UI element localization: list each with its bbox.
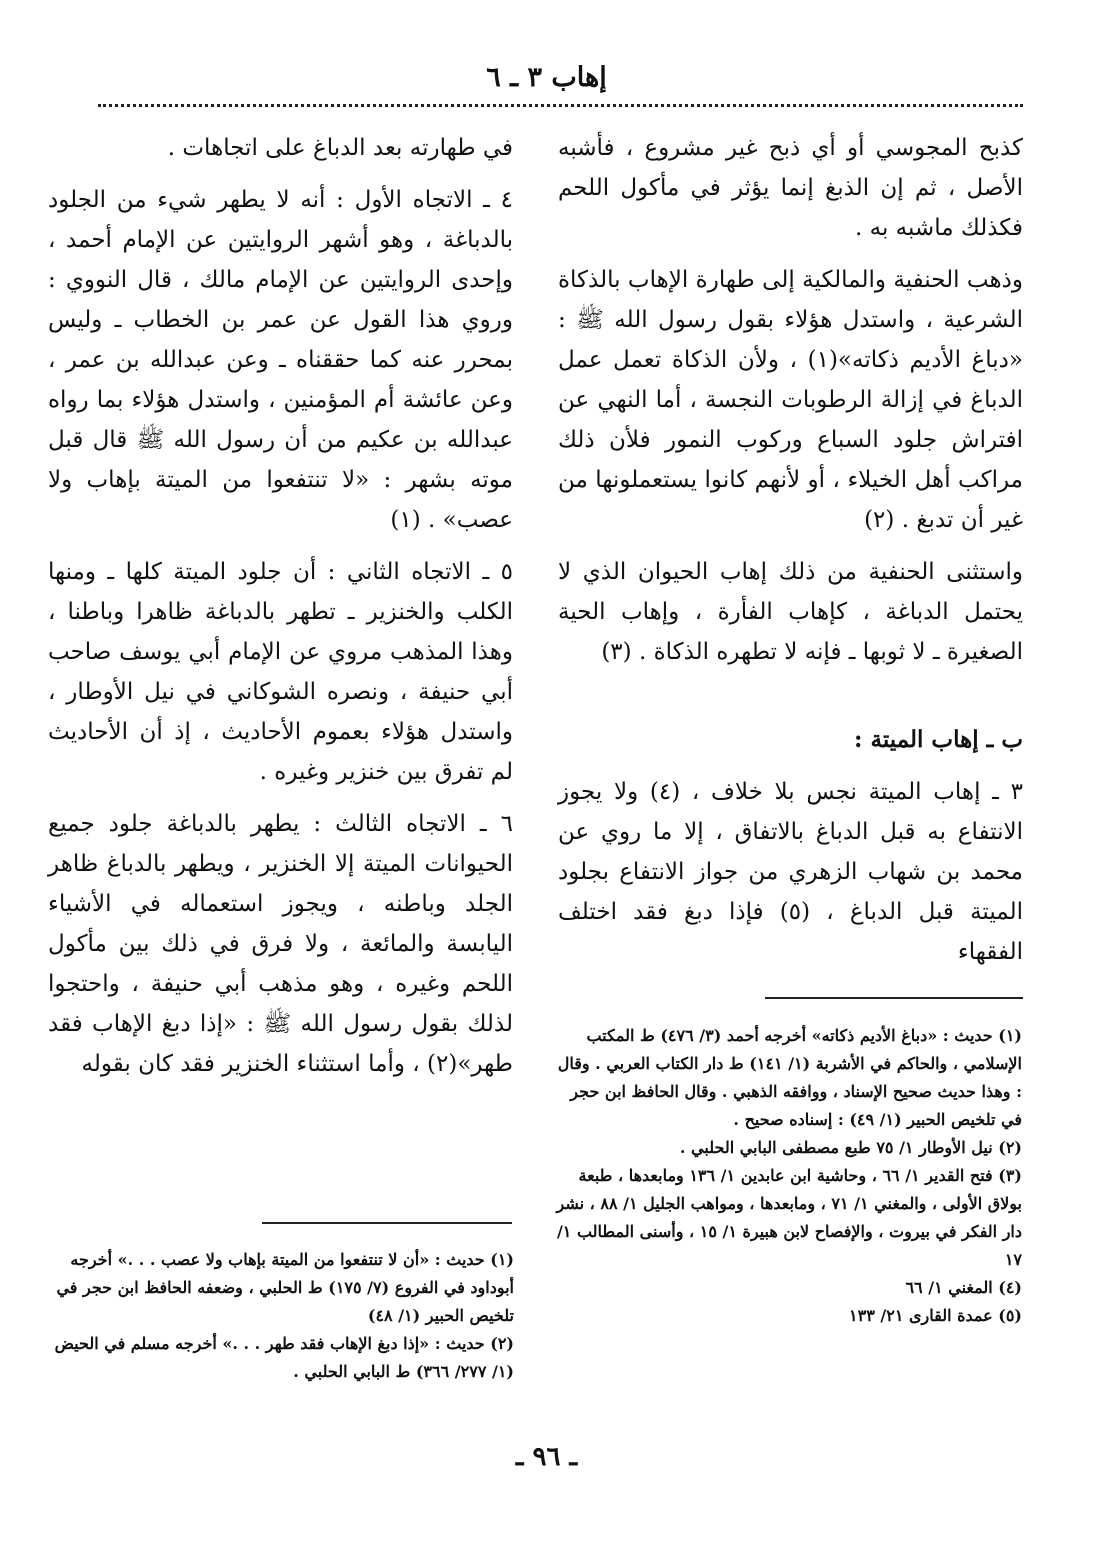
page-number: ـ ٩٦ ـ: [515, 1442, 578, 1472]
footnotes-right: [552, 1022, 1022, 1330]
footnote: (٥) عمدة القارى ٢١/ ١٣٣: [849, 1306, 1022, 1325]
footnote: (٢) نيل الأوطار ١/ ٧٥ طبع مصطفى البابي الحلبي .: [679, 1138, 1022, 1157]
paragraph: ٦ ـ الاتجاه الثالث : يطهر بالدباغة جلود جميع الحيوانات الميتة إلا الخنزير ، ويطهر بالدباغ ظاهر الجلد وباطنه ، ويجوز استعماله في الأشياء اليابسة والمائعة ، ولا فرق في ذلك بين مأكول اللحم وغيره ، وهو مذهب أبي حنيفة ، واحتجوا لذلك بقول رسول الله ﷺ : «إذا دبغ الإهاب فقد طهر»(٢) ، وأما استثناء الخنزير فقد كان بقوله: [48, 811, 513, 1077]
footnote: (١) حديث : «دباغ الأديم ذكاته» أخرجه أحمد (٣/ ٤٧٦) ط المكتب الإسلامي ، والحاكم في الأشربة (١/ ١٤١) ط دار الكتاب العربي . وقال : وهذا حديث صحيح الإسناد ، ووافقه الذهبي . وقال الحافظ ابن حجر في تلخيص الحبير (١/ ٤٩) : إسناده صحيح .: [557, 1026, 1022, 1129]
paragraph: واستثنى الحنفية من ذلك إهاب الحيوان الذي لا يحتمل الدباغة ، كإهاب الفأرة ، وإهاب الحية الصغيرة ـ لا ثوبها ـ فإنه لا تطهره الذكاة . (٣): [558, 559, 1023, 665]
footnote: (٢) حديث : «إذا دبغ الإهاب فقد طهر . . .» أخرجه مسلم في الحيض (١/ ٢٧٧/ ٣٦٦) ط البابي الحلبي .: [54, 1334, 514, 1381]
header-divider: [98, 104, 1023, 107]
footnotes-left: [44, 1246, 514, 1386]
footnote: (١) حديث : «أن لا تنتفعوا من الميتة بإهاب ولا عصب . . .» أخرجه أبوداود في الفروع (٧/ ١٧٥) ط الحلبي ، وضعفه الحافظ ابن حجر في تلخيص الحبير (١/ ٤٨): [56, 1250, 514, 1325]
paragraph: كذبح المجوسي أو أي ذبح غير مشروع ، فأشبه الأصل ، ثم إن الذبغ إنما يؤثر في مأكول اللحم فكذلك ماشبه به .: [558, 135, 1023, 241]
paragraph: وذهب الحنفية والمالكية إلى طهارة الإهاب بالذكاة الشرعية ، واستدل هؤلاء بقول رسول الله ﷺ : «دباغ الأديم ذكاته»(١) ، ولأن الذكاة تعمل عمل الدباغ في إزالة الرطوبات النجسة ، أما النهي عن افتراش جلود السباع وركوب النمور فلأن ذلك مراكب أهل الخيلاء ، أو لأنهم كانوا يستعملونها من غير أن تدبغ . (٢): [558, 267, 1023, 533]
paragraph: ٥ ـ الاتجاه الثاني : أن جلود الميتة كلها ـ ومنها الكلب والخنزير ـ تطهر بالدباغة ظاهرا وباطنا ، وهذا المذهب مروي عن الإمام أبي يوسف صاحب أبي حنيفة ، ونصره الشوكاني في نيل الأوطار ، واستدل هؤلاء بعموم الأحاديث ، إذ أن الأحاديث لم تفرق بين خنزير وغيره .: [48, 559, 513, 785]
footnote: (٣) فتح القدير ١/ ٦٦ ، وحاشية ابن عابدين ١/ ١٣٦ ومابعدها ، طبعة بولاق الأولى ، والمغني ١/ ٧١ ، ومابعدها ، ومواهب الجليل ١/ ٨٨ ، نشر دار الفكر في بيروت ، والإفصاح لابن هبيرة ١/ ١٥ ، وأسنى المطالب ١/ ١٧: [556, 1166, 1022, 1269]
paragraph: ٤ ـ الاتجاه الأول : أنه لا يطهر شيء من الجلود بالدباغة ، وهو أشهر الروايتين عن الإمام أحمد ، وإحدى الروايتين عن الإمام مالك ، قال النووي : وروي هذا القول عن عمر بن الخطاب ـ وليس بمحرر عنه كما حققناه ـ وعن عبدالله بن عمر ، وعن عائشة أم المؤمنين ، واستدل هؤلاء بما رواه عبدالله بن عكيم من أن رسول الله ﷺ قال قبل موته بشهر : «لا تنتفعوا من الميتة بإهاب ولا عصب» . (١): [48, 187, 513, 533]
footnote-rule: [262, 1222, 512, 1224]
footnote-rule: [765, 997, 1023, 999]
paragraph: في طهارته بعد الدباغ على اتجاهات .: [167, 135, 513, 161]
page-header: إهاب ٣ ـ ٦: [486, 62, 607, 93]
right-column: [558, 128, 1023, 984]
footnote: (٤) المغني ١/ ٦٦: [905, 1278, 1022, 1297]
paragraph: ٣ ـ إهاب الميتة نجس بلا خلاف ، (٤) ولا يجوز الانتفاع به قبل الدباغ بالاتفاق ، إلا ما روي عن محمد بن شهاب الزهري من جواز الانتفاع بجلود الميتة قبل الدباغ ، (٥) فإذا دبغ فقد اختلف الفقهاء: [558, 779, 1023, 965]
left-column: [48, 128, 513, 1096]
section-subheading: ب ـ إهاب الميتة :: [854, 726, 1023, 753]
